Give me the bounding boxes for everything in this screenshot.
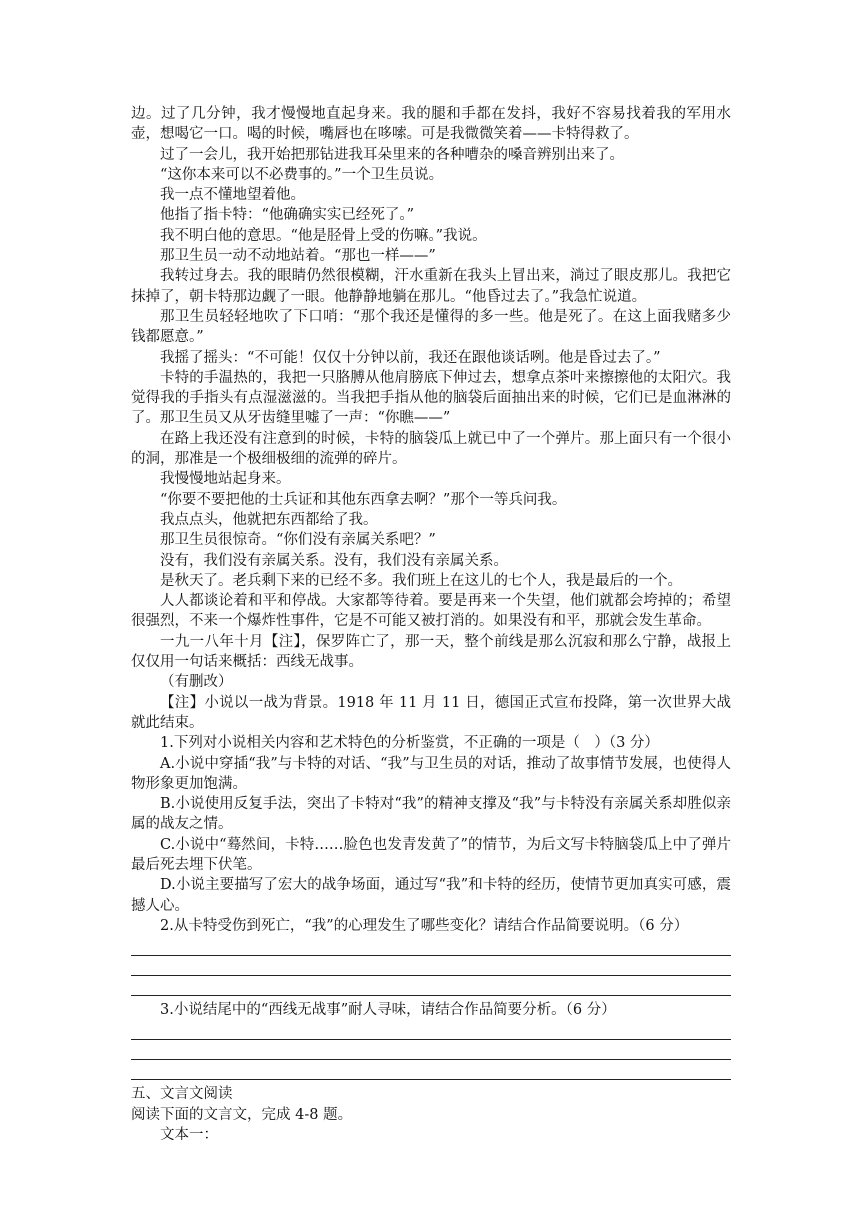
paragraph: 没有，我们没有亲属关系。没有，我们没有亲属关系。 (160, 552, 508, 569)
answer-line[interactable] (131, 976, 731, 996)
option-c: C.小说中“蓦然间，卡特……脸色也发青发黄了”的情节，为后文写卡特脑袋瓜上中了弹片最后死去埋下伏笔。 (131, 836, 731, 873)
source-note: （有删改） (160, 674, 233, 691)
paragraph: 我点点头，他就把东西都给了我。 (160, 511, 378, 528)
paragraph: 那卫生员很惊奇。“你们没有亲属关系吧？” (160, 532, 436, 549)
footnote: 【注】小说以一战为背景。1918 年 11 月 11 日，德国正式宣布投降，第一次世界大战就此结束。 (131, 694, 731, 731)
option-b: B.小说使用反复手法，突出了卡特对“我”的精神支撑及“我”与卡特没有亲属关系却胜似亲属的战友之情。 (131, 796, 731, 833)
paragraph: 人人都谈论着和平和停战。大家都等待着。要是再来一个失望，他们就都会垮掉的；希望很强烈，不来一个爆炸性事件，它是不可能又被打消的。如果没有和平，那就会发生革命。 (131, 593, 731, 630)
paragraph: 边。过了几分钟，我才慢慢地直起身来。我的腿和手都在发抖，我好不容易找着我的军用水壶，想喝它一口。喝的时候，嘴唇也在哆嗦。可是我微微笑着——卡特得救了。 (131, 106, 731, 143)
answer-line[interactable] (131, 956, 731, 976)
question-1-stem: 1.下列对小说相关内容和艺术特色的分析鉴赏，不正确的一项是（ ）（3 分） (160, 735, 659, 752)
option-a: A.小说中穿插“我”与卡特的对话、“我”与卫生员的对话，推动了故事情节发展，也使得人物形象更加饱满。 (131, 755, 731, 792)
paragraph: 一九一八年十月【注】，保罗阵亡了，那一天，整个前线是那么沉寂和那么宁静，战报上仅仅用一句话来概括：西线无战事。 (131, 633, 731, 671)
paragraph: 卡特的手温热的，我把一只胳膊从他肩膀底下伸过去，想拿点茶叶来擦擦他的太阳穴。我觉得我的手指头有点湿滋滋的。当我把手指从他的脑袋后面抽出来的时候，它们已是血淋淋的了。那卫生员又从牙齿缝里嘘了一声：“你瞧——” (131, 369, 731, 427)
paragraph: “这你本来可以不必费事的。”一个卫生员说。 (160, 166, 444, 183)
document-content (131, 104, 731, 1145)
paragraph: 我慢慢地站起身来。 (160, 471, 291, 488)
paragraph: 在路上我还没有注意到的时候，卡特的脑袋瓜上就已中了一个弹片。那上面只有一个很小的洞，那准是一个极细极细的流弹的碎片。 (131, 430, 731, 468)
answer-line[interactable] (131, 1060, 731, 1080)
option-d: D.小说主要描写了宏大的战争场面，通过写“我”和卡特的经历，使情节更加真实可感，震撼人心。 (131, 877, 731, 914)
paragraph: “你要不要把他的士兵证和其他东西拿去啊？”那个一等兵问我。 (160, 491, 567, 508)
paragraph: 那卫生员轻轻地吹了下口哨：“那个我还是懂得的多一些。他是死了。在这上面我赌多少钱都愿意。” (131, 308, 731, 346)
section-heading: 五、文言文阅读 (131, 1086, 233, 1103)
answer-line[interactable] (131, 936, 731, 956)
question-2-stem: 2.从卡特受伤到死亡，“我”的心理发生了哪些变化？请结合作品简要说明。（6 分） (160, 917, 689, 934)
paragraph: 我一点不懂地望着他。 (160, 187, 305, 204)
answer-line[interactable] (131, 1040, 731, 1060)
paragraph: 我不明白他的意思。“他是胫骨上受的伤嘛。”我说。 (160, 227, 487, 244)
paragraph: 他指了指卡特：“他确确实实已经死了。” (160, 207, 415, 224)
paragraph: 我转过身去。我的眼睛仍然很模糊，汗水重新在我头上冒出来，淌过了眼皮那儿。我把它抹掉了，朝卡特那边觑了一眼。他静静地躺在那儿。“他昏过去了。”我急忙说道。 (131, 268, 731, 305)
section-instruction: 阅读下面的文言文，完成 4-8 题。 (131, 1106, 353, 1123)
paragraph: 是秋天了。老兵剩下来的已经不多。我们班上在这儿的七个人，我是最后的一个。 (160, 572, 682, 589)
paragraph: 我摇了摇头：“不可能！仅仅十分钟以前，我还在跟他谈话咧。他是昏过去了。” (160, 349, 661, 366)
paragraph: 过了一会儿，我开始把那钻进我耳朵里来的各种嘈杂的嗓音辨别出来了。 (160, 146, 624, 163)
question-3-stem: 3.小说结尾中的“西线无战事”耐人寻味，请结合作品简要分析。（6 分） (160, 1002, 616, 1019)
paragraph: 那卫生员一动不动地站着。“那也一样——” (160, 248, 436, 265)
answer-line[interactable] (131, 1020, 731, 1040)
text-one-label: 文本一： (160, 1127, 218, 1144)
